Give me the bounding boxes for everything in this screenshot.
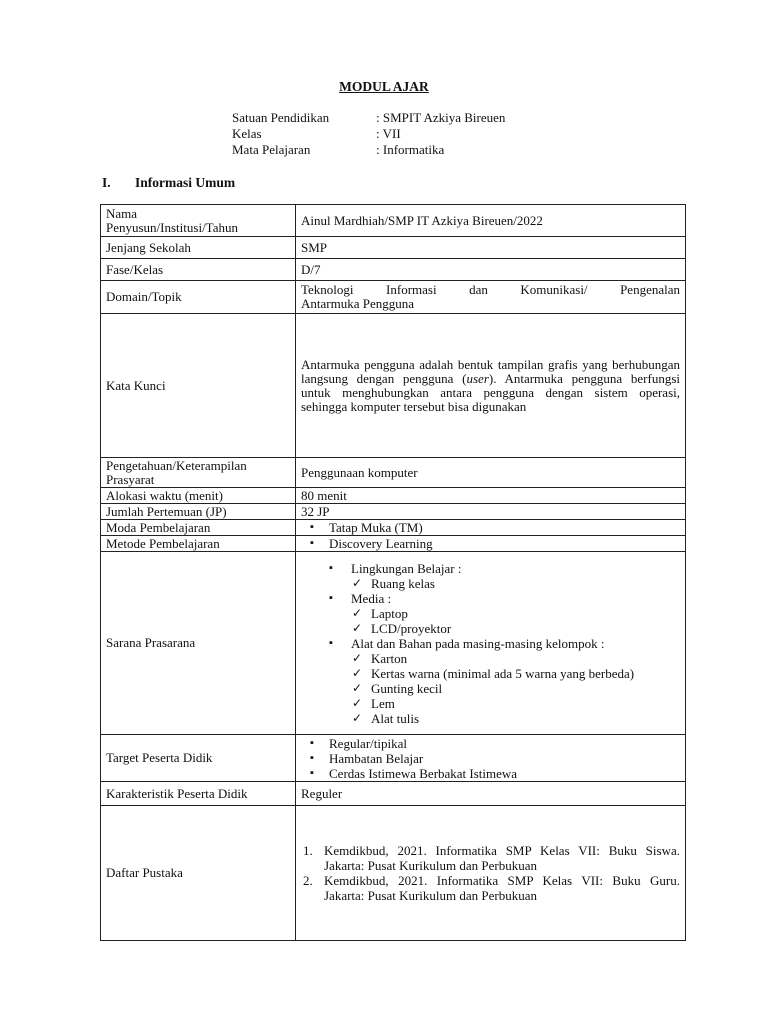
row-label-line: Nama <box>106 205 138 221</box>
row-value: SMP <box>296 237 686 259</box>
row-value <box>296 520 686 536</box>
row-label-line: Penyusun/Institusi/Tahun <box>106 219 238 235</box>
table-row <box>101 504 686 520</box>
row-value <box>296 536 686 552</box>
checklist-item: ✓ Karton <box>301 651 680 666</box>
meta-label: Kelas <box>232 126 262 141</box>
table-row <box>101 205 686 237</box>
meta-value: : Informatika <box>376 142 445 157</box>
checklist-item: ✓ Kertas warna (minimal ada 5 warna yang berbeda) <box>301 666 680 681</box>
list-item <box>301 591 680 636</box>
row-value: 80 menit <box>296 488 686 504</box>
row-label: Sarana Prasarana <box>101 552 296 735</box>
list-item <box>301 636 680 726</box>
list-item: ▪ Discovery Learning <box>301 536 680 551</box>
list-text: Kemdikbud, 2021. Informatika SMP Kelas VII: Buku Siswa. Jakarta: Pusat Kurikulum dan Perbukuan <box>324 843 680 873</box>
list-item: ▪ Tatap Muka (TM) <box>301 520 680 535</box>
row-value: D/7 <box>296 259 686 281</box>
row-value <box>296 314 686 458</box>
row-value <box>296 735 686 782</box>
checklist-item: ✓ Ruang kelas <box>301 576 680 591</box>
list-number: 1. <box>303 843 313 858</box>
kata-kunci-text: Antarmuka pengguna adalah bentuk tampilan grafis yang berhubungan langsung dengan pengguna ( <box>301 356 680 386</box>
row-label: Metode Pembelajaran <box>101 536 296 552</box>
list-text: Kemdikbud, 2021. Informatika SMP Kelas VII: Buku Guru. Jakarta: Pusat Kurikulum dan Perbukuan <box>324 873 680 903</box>
group-title: Media : <box>351 590 392 606</box>
row-label-line: Pengetahuan/Keterampilan <box>106 457 247 473</box>
meta-row-kelas <box>232 126 505 142</box>
list-item <box>301 561 680 591</box>
table-row <box>101 552 686 735</box>
row-label: Target Peserta Didik <box>101 735 296 782</box>
list-item <box>301 843 680 873</box>
table-row <box>101 314 686 458</box>
kata-kunci-emphasis: user <box>466 370 489 386</box>
list-item: ▪ Hambatan Belajar <box>301 751 680 766</box>
table-row <box>101 237 686 259</box>
row-value-line: Antarmuka Pengguna <box>301 296 415 311</box>
row-value: Reguler <box>296 782 686 806</box>
checklist-item: ✓ Laptop <box>301 606 680 621</box>
row-label: Kata Kunci <box>101 314 296 458</box>
list-item: ▪ Cerdas Istimewa Berbakat Istimewa <box>301 766 680 781</box>
meta-label: Satuan Pendidikan <box>232 110 330 125</box>
table-row <box>101 281 686 314</box>
row-label <box>101 458 296 488</box>
row-label: Alokasi waktu (menit) <box>101 488 296 504</box>
table-row <box>101 782 686 806</box>
document-meta <box>232 110 505 158</box>
row-label-line: Prasyarat <box>106 471 155 487</box>
checklist-item: ✓ Gunting kecil <box>301 681 680 696</box>
group-title: Lingkungan Belajar : <box>351 560 462 576</box>
row-value: 32 JP <box>296 504 686 520</box>
row-value: Ainul Mardhiah/SMP IT Azkiya Bireuen/2022 <box>296 205 686 237</box>
row-value: Penggunaan komputer <box>296 458 686 488</box>
section-heading <box>102 175 235 191</box>
meta-row-mapel <box>232 142 505 158</box>
table-row <box>101 488 686 504</box>
checklist-item: ✓ Lem <box>301 696 680 711</box>
table-row <box>101 735 686 782</box>
row-label: Daftar Pustaka <box>101 806 296 941</box>
info-table <box>100 204 686 941</box>
row-label: Moda Pembelajaran <box>101 520 296 536</box>
row-label: Domain/Topik <box>101 281 296 314</box>
section-number: I. <box>102 175 111 190</box>
row-value <box>296 281 686 314</box>
checklist-item: ✓ LCD/proyektor <box>301 621 680 636</box>
section-title: Informasi Umum <box>135 175 236 190</box>
meta-row-satuan <box>232 110 505 126</box>
row-label: Fase/Kelas <box>101 259 296 281</box>
row-label <box>101 205 296 237</box>
row-label: Karakteristik Peserta Didik <box>101 782 296 806</box>
table-row <box>101 536 686 552</box>
list-number: 2. <box>303 873 313 888</box>
row-label: Jenjang Sekolah <box>101 237 296 259</box>
table-row <box>101 520 686 536</box>
row-value <box>296 806 686 941</box>
checklist-item: ✓ Alat tulis <box>301 711 680 726</box>
row-label: Jumlah Pertemuan (JP) <box>101 504 296 520</box>
list-item: ▪ Regular/tipikal <box>301 736 680 751</box>
row-value-line: Teknologi Informasi dan Komunikasi/ Pengenalan <box>301 282 680 297</box>
group-title: Alat dan Bahan pada masing-masing kelompok : <box>351 635 605 651</box>
meta-value: : SMPIT Azkiya Bireuen <box>376 110 506 125</box>
row-value <box>296 552 686 735</box>
kata-kunci-text: ). Antarmuka pengguna berfungsi untuk menghubungkan antara pengguna dengan sistem operasi, sehingga komputer tersebut bisa digunakan <box>301 370 680 414</box>
table-row <box>101 458 686 488</box>
document-title: MODUL AJAR <box>339 79 429 94</box>
table-row <box>101 259 686 281</box>
list-item <box>301 873 680 903</box>
table-row <box>101 806 686 941</box>
meta-label: Mata Pelajaran <box>232 142 311 157</box>
meta-value: : VII <box>376 126 401 141</box>
